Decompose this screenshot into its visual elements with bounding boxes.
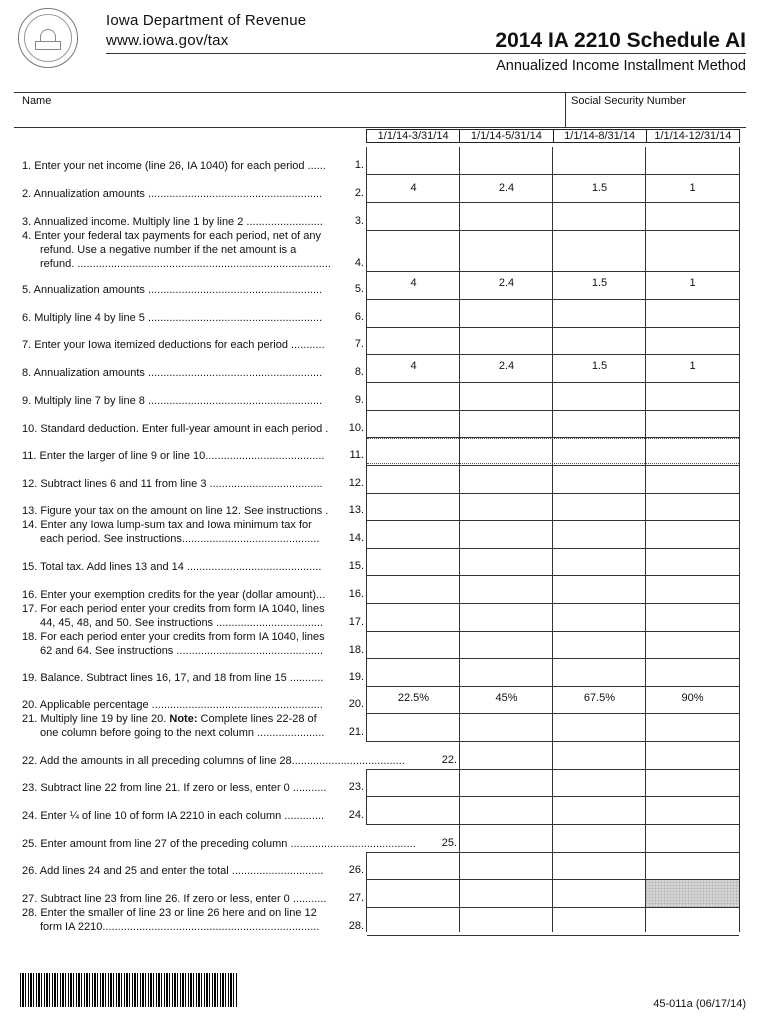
line-22-col-3-input[interactable] — [554, 742, 645, 768]
line-22-col-4-input[interactable] — [647, 742, 738, 768]
line-7-col-1-input[interactable] — [368, 328, 459, 353]
line5-value: 1.5 — [591, 277, 608, 289]
line-3-col-3-input[interactable] — [554, 203, 645, 229]
line-2-label: 2. Annualization amounts ......................................................... — [22, 188, 323, 200]
line5-value: 1 — [689, 277, 696, 289]
line-4-number: 4. — [354, 257, 364, 269]
line2-value: 1.5 — [591, 182, 608, 194]
line-24-col-3-input[interactable] — [554, 797, 645, 823]
line-27-col-1-input[interactable] — [368, 880, 459, 906]
ssn-divider — [565, 92, 566, 127]
line-23-col-4-input[interactable] — [647, 770, 738, 795]
line-14-col-3-input[interactable] — [554, 521, 645, 547]
line-17-col-4-input[interactable] — [647, 604, 738, 630]
line-23-number: 23. — [348, 781, 364, 793]
barcode — [20, 973, 238, 1007]
line-19-col-3-input[interactable] — [554, 659, 645, 685]
line-21-number: 21. — [348, 726, 364, 738]
line-17-col-3-input[interactable] — [554, 604, 645, 630]
line-25-number: 25. — [441, 837, 457, 849]
line2-value: 1 — [689, 182, 696, 194]
line-18-label-cont: 62 and 64. See instructions ................................................ — [40, 645, 324, 657]
line-15-col-4-input[interactable] — [647, 549, 738, 574]
line-26-col-4-input[interactable] — [647, 853, 738, 878]
line-11-label: 11. Enter the larger of line 9 or line 10....................................... — [22, 450, 325, 462]
column-header-q4: 1/1/14-12/31/14 — [646, 130, 739, 142]
column-headers — [366, 129, 740, 143]
line-9-number: 9. — [354, 394, 364, 406]
line-15-label: 15. Total tax. Add lines 13 and 14 ............................................ — [22, 561, 322, 573]
seal-capitol-dome — [40, 29, 56, 41]
form-code: 45-011a (06/17/14) — [653, 998, 746, 1010]
line-1-col-2-input[interactable] — [461, 148, 552, 173]
line-7-col-4-input[interactable] — [647, 328, 738, 353]
line-17-label-cont: 44, 45, 48, and 50. See instructions ................................... — [40, 617, 324, 629]
line-9-col-2-input[interactable] — [461, 383, 552, 409]
line-1-col-1-input[interactable] — [368, 148, 459, 173]
column-header-q2: 1/1/14-5/31/14 — [459, 130, 552, 142]
line-6-col-4-input[interactable] — [647, 300, 738, 326]
line-6-col-1-input[interactable] — [368, 300, 459, 326]
line-18-col-4-input[interactable] — [647, 632, 738, 657]
line-25-col-3-input[interactable] — [554, 825, 645, 851]
line-12-col-4-input[interactable] — [647, 466, 738, 492]
line-11-col-3-input[interactable] — [554, 438, 645, 464]
line-26-number: 26. — [348, 864, 364, 876]
line-19-col-4-input[interactable] — [647, 659, 738, 685]
line-1-col-4-input[interactable] — [647, 148, 738, 173]
column-divider — [552, 147, 553, 932]
line20-value: 90% — [681, 692, 704, 704]
line-19-label: 19. Balance. Subtract lines 16, 17, and 18 from line 15 ........... — [22, 672, 324, 684]
line20-value: 67.5% — [583, 692, 616, 704]
line-13-col-3-input[interactable] — [554, 494, 645, 519]
line-7-number: 7. — [354, 338, 364, 350]
line-24-col-1-input[interactable] — [368, 797, 459, 823]
line-25-col-2-input[interactable] — [461, 825, 552, 851]
line-25-col-4-input[interactable] — [647, 825, 738, 851]
line-26-col-3-input[interactable] — [554, 853, 645, 878]
line-26-col-2-input[interactable] — [461, 853, 552, 878]
line-12-col-2-input[interactable] — [461, 466, 552, 492]
line-13-number: 13. — [348, 504, 364, 516]
line-20-number: 20. — [348, 698, 364, 710]
line-21-col-3-input[interactable] — [554, 714, 645, 740]
line-28-number: 28. — [348, 920, 364, 932]
line-19-number: 19. — [348, 671, 364, 683]
line-1-col-3-input[interactable] — [554, 148, 645, 173]
line8-value: 4 — [410, 360, 417, 372]
line-28-label-cont: form IA 2210....................................................................... — [40, 921, 320, 933]
line-4-col-3-input[interactable] — [554, 231, 645, 270]
iowa-seal-icon — [18, 8, 78, 68]
line-14-label: 14. Enter any Iowa lump-sum tax and Iowa minimum tax for — [22, 519, 312, 531]
line-11-number: 11. — [349, 449, 364, 461]
line-18-col-3-input[interactable] — [554, 632, 645, 657]
line20-value: 22.5% — [397, 692, 430, 704]
line-12-number: 12. — [348, 477, 364, 489]
line5-value: 4 — [410, 277, 417, 289]
line-8-number: 8. — [354, 366, 364, 378]
line-28-label: 28. Enter the smaller of line 23 or line 26 here and on line 12 — [22, 907, 317, 919]
line-21-col-2-input[interactable] — [461, 714, 552, 740]
line-17-col-2-input[interactable] — [461, 604, 552, 630]
line-11-col-1-input[interactable] — [368, 438, 459, 464]
line-21-col-4-input[interactable] — [647, 714, 738, 740]
line-14-number: 14. — [348, 532, 364, 544]
line2-value: 4 — [410, 182, 417, 194]
line-16-col-3-input[interactable] — [554, 576, 645, 602]
line-14-label-cont: each period. See instructions............................................. — [40, 533, 320, 545]
line-16-col-2-input[interactable] — [461, 576, 552, 602]
line-27-col-3-input[interactable] — [554, 880, 645, 906]
line-1-number: 1. — [354, 159, 364, 171]
line-13-col-4-input[interactable] — [647, 494, 738, 519]
line-4-col-4-input[interactable] — [647, 231, 738, 270]
line-5-label: 5. Annualization amounts ......................................................... — [22, 284, 323, 296]
line-28-col-1-input[interactable] — [368, 908, 459, 934]
line-12-label: 12. Subtract lines 6 and 11 from line 3 ..................................... — [22, 478, 323, 490]
website-link[interactable]: www.iowa.gov/tax — [106, 32, 229, 49]
line-15-col-3-input[interactable] — [554, 549, 645, 574]
line-16-col-1-input[interactable] — [368, 576, 459, 602]
line-9-col-3-input[interactable] — [554, 383, 645, 409]
line-25-label: 25. Enter amount from line 27 of the preceding column ......................................... — [22, 838, 416, 850]
line-28-col-2-input[interactable] — [461, 908, 552, 934]
line-28-col-4-input[interactable] — [647, 908, 738, 934]
line-7-label: 7. Enter your Iowa itemized deductions for each period ........... — [22, 339, 325, 351]
column-divider — [645, 147, 646, 932]
title-rule — [106, 53, 746, 54]
line5-value: 2.4 — [498, 277, 515, 289]
line-14-col-2-input[interactable] — [461, 521, 552, 547]
line-24-col-2-input[interactable] — [461, 797, 552, 823]
line-20-label: 20. Applicable percentage ........................................................ — [22, 699, 323, 711]
line-4-col-2-input[interactable] — [461, 231, 552, 270]
line-23-col-3-input[interactable] — [554, 770, 645, 795]
line-24-label: 24. Enter ¼ of line 10 of form IA 2210 in each column ............. — [22, 810, 325, 822]
line-21-label-cont: one column before going to the next column ...................... — [40, 727, 325, 739]
line-9-label: 9. Multiply line 7 by line 8 ......................................................... — [22, 395, 323, 407]
line-11-col-4-input[interactable] — [647, 438, 738, 464]
line8-value: 1.5 — [591, 360, 608, 372]
line-27-col-2-input[interactable] — [461, 880, 552, 906]
line-5-number: 5. — [354, 283, 364, 295]
line-7-col-2-input[interactable] — [461, 328, 552, 353]
line-18-col-1-input[interactable] — [368, 632, 459, 657]
line20-value: 45% — [495, 692, 518, 704]
line-23-col-2-input[interactable] — [461, 770, 552, 795]
line-6-label: 6. Multiply line 4 by line 5 ......................................................... — [22, 312, 323, 324]
line-3-col-2-input[interactable] — [461, 203, 552, 229]
line-10-col-2-input[interactable] — [461, 411, 552, 436]
line-7-col-3-input[interactable] — [554, 328, 645, 353]
line-17-col-1-input[interactable] — [368, 604, 459, 630]
line-13-label: 13. Figure your tax on the amount on line 12. See instructions . — [22, 505, 329, 517]
line-6-col-3-input[interactable] — [554, 300, 645, 326]
line-12-col-1-input[interactable] — [368, 466, 459, 492]
line-15-number: 15. — [348, 560, 364, 572]
line-10-number: 10. — [348, 422, 364, 434]
line-21-col-1-input[interactable] — [368, 714, 459, 740]
line-10-col-3-input[interactable] — [554, 411, 645, 436]
line-18-label: 18. For each period enter your credits from form IA 1040, lines — [22, 631, 325, 643]
line-2-number: 2. — [354, 187, 364, 199]
line-15-col-2-input[interactable] — [461, 549, 552, 574]
row-divider — [367, 935, 739, 936]
column-header-q1: 1/1/14-3/31/14 — [377, 130, 449, 142]
name-field[interactable] — [22, 108, 557, 126]
line-4-col-1-input[interactable] — [368, 231, 459, 270]
line-21-label: 21. Multiply line 19 by line 20. Note: Complete lines 22-28 of — [22, 713, 317, 725]
line-22-label: 22. Add the amounts in all preceding columns of line 28..................................... — [22, 755, 405, 767]
line-10-label: 10. Standard deduction. Enter full-year amount in each period . — [22, 423, 329, 435]
line-3-number: 3. — [354, 215, 364, 227]
line-15-col-1-input[interactable] — [368, 549, 459, 574]
column-divider — [459, 147, 460, 932]
line-3-col-1-input[interactable] — [368, 203, 459, 229]
ssn-label: Social Security Number — [571, 95, 686, 107]
line-4-label-cont: refund. Use a negative number if the net amount is a — [40, 244, 297, 256]
line-16-col-4-input[interactable] — [647, 576, 738, 602]
name-label: Name — [22, 95, 52, 107]
line8-value: 1 — [689, 360, 696, 372]
line-22-number: 22. — [441, 754, 457, 766]
name-top-rule — [14, 92, 746, 93]
line-17-number: 17. — [348, 616, 364, 628]
name-bottom-rule — [14, 127, 746, 128]
line-3-col-4-input[interactable] — [647, 203, 738, 229]
form-subtitle: Annualized Income Installment Method — [496, 58, 746, 74]
line-13-col-2-input[interactable] — [461, 494, 552, 519]
line-18-col-2-input[interactable] — [461, 632, 552, 657]
line-11-col-2-input[interactable] — [461, 438, 552, 464]
line-22-col-2-input[interactable] — [461, 742, 552, 768]
line-18-number: 18. — [348, 644, 364, 656]
line-6-number: 6. — [354, 311, 364, 323]
line-17-label: 17. For each period enter your credits from form IA 1040, lines — [22, 603, 325, 615]
line-24-col-4-input[interactable] — [647, 797, 738, 823]
line-10-col-1-input[interactable] — [368, 411, 459, 436]
line-16-label: 16. Enter your exemption credits for the year (dollar amount)... — [22, 589, 326, 601]
line-10-col-4-input[interactable] — [647, 411, 738, 436]
department-name: Iowa Department of Revenue — [106, 12, 307, 29]
line-19-col-2-input[interactable] — [461, 659, 552, 685]
line-28-col-3-input[interactable] — [554, 908, 645, 934]
line-24-number: 24. — [348, 809, 364, 821]
shaded-cell — [646, 880, 739, 907]
line-27-label: 27. Subtract line 23 from line 26. If zero or less, enter 0 ........... — [22, 893, 327, 905]
line-9-col-1-input[interactable] — [368, 383, 459, 409]
line-14-col-1-input[interactable] — [368, 521, 459, 547]
column-header-q3: 1/1/14-8/31/14 — [553, 130, 646, 142]
line-12-col-3-input[interactable] — [554, 466, 645, 492]
line-8-label: 8. Annualization amounts ......................................................... — [22, 367, 323, 379]
line-23-col-1-input[interactable] — [368, 770, 459, 795]
line-13-col-1-input[interactable] — [368, 494, 459, 519]
line-23-label: 23. Subtract line 22 from line 21. If zero or less, enter 0 ........... — [22, 782, 327, 794]
ssn-field[interactable] — [571, 108, 741, 126]
line-19-col-1-input[interactable] — [368, 659, 459, 685]
line8-value: 2.4 — [498, 360, 515, 372]
line-26-col-1-input[interactable] — [368, 853, 459, 878]
worksheet-grid — [366, 147, 740, 932]
line-4-label: 4. Enter your federal tax payments for each period, net of any — [22, 230, 322, 242]
form-title: 2014 IA 2210 Schedule AI — [495, 29, 746, 52]
line-3-label: 3. Annualized income. Multiply line 1 by line 2 ......................... — [22, 216, 323, 228]
line-26-label: 26. Add lines 24 and 25 and enter the total .............................. — [22, 865, 324, 877]
line2-value: 2.4 — [498, 182, 515, 194]
line-16-number: 16. — [348, 588, 364, 600]
seal-capitol-base — [35, 41, 61, 50]
line-6-col-2-input[interactable] — [461, 300, 552, 326]
line-14-col-4-input[interactable] — [647, 521, 738, 547]
line-4-label-cont: refund. ................................................................................... — [40, 258, 331, 270]
line-9-col-4-input[interactable] — [647, 383, 738, 409]
line-27-number: 27. — [348, 892, 364, 904]
line-1-label: 1. Enter your net income (line 26, IA 1040) for each period ...... — [22, 160, 326, 172]
